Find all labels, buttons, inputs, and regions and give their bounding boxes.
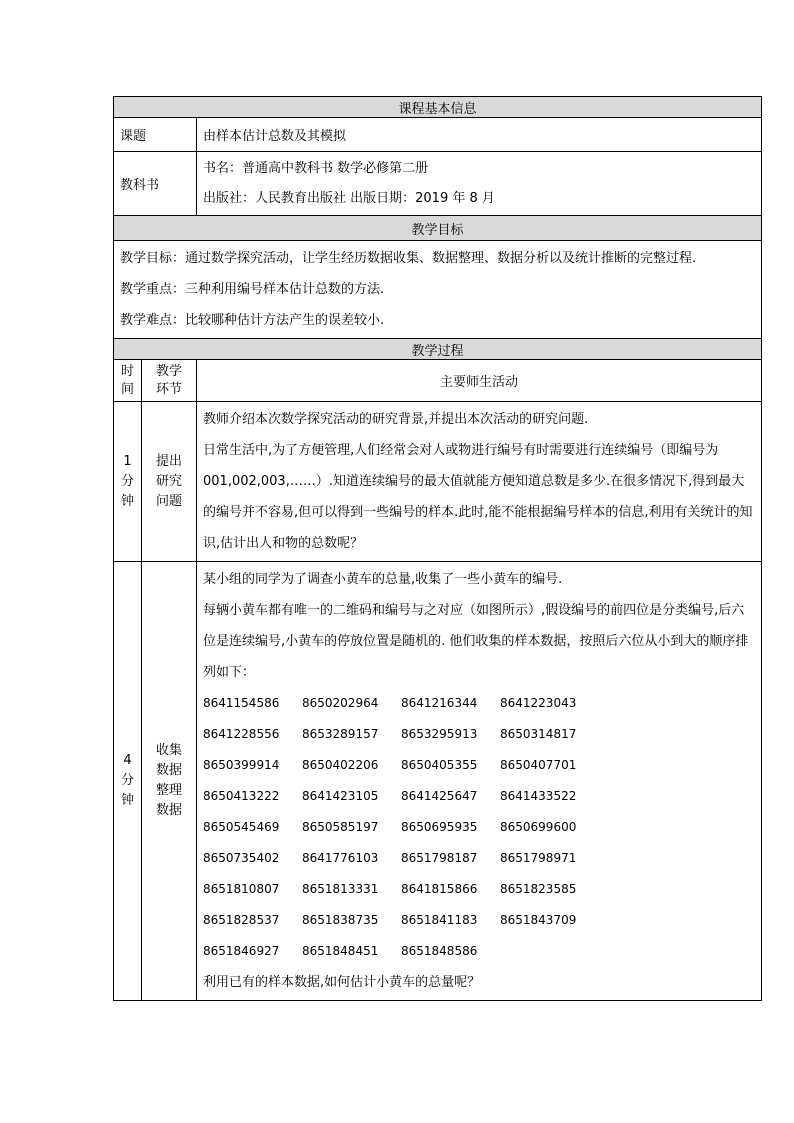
sample-number: 8651798971 xyxy=(500,851,577,865)
sample-number: 8641433522 xyxy=(500,789,577,803)
textbook-publisher: 出版社：人民教育出版社 出版日期：2019 年 8 月 xyxy=(203,190,495,206)
sample-number-grid xyxy=(203,688,755,967)
lesson-plan-table xyxy=(113,96,762,1001)
row2-stage-text: 收集数据整理数据 xyxy=(155,743,182,818)
col-stage-header xyxy=(142,360,197,402)
sample-number: 8641425647 xyxy=(401,789,478,803)
sample-number: 8641815866 xyxy=(401,882,478,896)
sample-number: 8651828537 xyxy=(203,913,280,927)
sample-number: 8651848451 xyxy=(302,944,379,958)
process-header-row xyxy=(114,339,762,360)
sample-number: 8650407701 xyxy=(500,758,577,772)
sample-number: 8651798187 xyxy=(401,851,478,865)
basic-info-header: 课程基本信息 xyxy=(114,97,762,118)
sample-number: 8641776103 xyxy=(302,851,379,865)
topic-row xyxy=(114,118,762,152)
textbook-label: 教科书 xyxy=(114,152,197,216)
sample-number: 8651813331 xyxy=(302,882,379,896)
col-main-header: 主要师生活动 xyxy=(197,360,762,402)
objective-goal: 教学目标：通过数学探究活动，让学生经历数据收集、数据整理、数据分析以及统计推断的完整过程. xyxy=(120,251,697,266)
sample-number: 8653295913 xyxy=(401,727,478,741)
sample-number: 8650735402 xyxy=(203,851,280,865)
row1-activity xyxy=(197,402,762,562)
row2-activity xyxy=(197,562,762,1001)
objective-difficulty: 教学难点：比较哪种估计方法产生的误差较小. xyxy=(120,313,385,328)
row1-time-text: 1分钟 xyxy=(120,453,134,509)
sample-number: 8641228556 xyxy=(203,727,280,741)
basic-info-header-row xyxy=(114,97,762,118)
sample-number: 8651810807 xyxy=(203,882,280,896)
row2-closing: 利用已有的样本数据,如何估计小黄车的总量呢？ xyxy=(203,975,481,990)
sample-number: 8641154586 xyxy=(203,696,280,710)
sample-number: 8650402206 xyxy=(302,758,379,772)
row2-stage xyxy=(142,562,197,1001)
sample-number: 8651848586 xyxy=(401,944,478,958)
col-stage-label: 教学环节 xyxy=(155,363,182,397)
sample-number: 8650545469 xyxy=(203,820,280,834)
sample-number: 8651841183 xyxy=(401,913,478,927)
row1-para2: 日常生活中,为了方便管理,人们经常会对人或物进行编号有时需要进行连续编号（即编号为001,002,003,……）.知道连续编号的最大值就能方便知道总数是多少.在很多情况下,得到最大的编号并不容易,但可以得到一些编号的样本.此时,能不能根据编号样本的信息,利用有关统计的知识,估计出人和物的总数呢？ xyxy=(203,443,753,551)
objective-key: 教学重点：三种利用编号样本估计总数的方法. xyxy=(120,282,385,297)
textbook-info xyxy=(197,152,762,216)
sample-number: 8650413222 xyxy=(203,789,280,803)
process-header: 教学过程 xyxy=(114,339,762,360)
row2-para1: 某小组的同学为了调查小黄车的总量,收集了一些小黄车的编号. xyxy=(203,572,563,587)
sample-number: 8651846927 xyxy=(203,944,280,958)
row2-time xyxy=(114,562,142,1001)
sample-number: 8650405355 xyxy=(401,758,478,772)
sample-number: 8650399914 xyxy=(203,758,280,772)
sample-number: 8651843709 xyxy=(500,913,577,927)
topic-value: 由样本估计总数及其模拟 xyxy=(197,118,762,152)
sample-number: 8650314817 xyxy=(500,727,577,741)
col-time-label: 时间 xyxy=(120,363,134,397)
row1-stage-text: 提出研究问题 xyxy=(155,453,182,509)
sample-number: 8653289157 xyxy=(302,727,379,741)
sample-number: 8651838735 xyxy=(302,913,379,927)
process-column-headers xyxy=(114,360,762,402)
sample-number: 8641216344 xyxy=(401,696,478,710)
row2-para2: 每辆小黄车都有唯一的二维码和编号与之对应（如图所示）,假设编号的前四位是分类编号,后六位是连续编号,小黄车的停放位置是随机的. 他们收集的样本数据，按照后六位从小到大的顺序排列如下： xyxy=(203,603,749,680)
row1-para1: 教师介绍本次数学探究活动的研究背景,并提出本次活动的研究问题. xyxy=(203,412,589,427)
sample-number: 8641423105 xyxy=(302,789,379,803)
objectives-header-row xyxy=(114,216,762,241)
row1-stage xyxy=(142,402,197,562)
sample-number: 8650202964 xyxy=(302,696,379,710)
sample-number: 8650585197 xyxy=(302,820,379,834)
process-row-1 xyxy=(114,402,762,562)
objectives-header: 教学目标 xyxy=(114,216,762,241)
objectives-content xyxy=(114,241,762,339)
objectives-row xyxy=(114,241,762,339)
row1-time xyxy=(114,402,142,562)
topic-label: 课题 xyxy=(114,118,197,152)
textbook-row xyxy=(114,152,762,216)
textbook-name: 书名：普通高中教科书 数学必修第二册 xyxy=(203,160,429,176)
process-row-2 xyxy=(114,562,762,1001)
sample-number: 8641223043 xyxy=(500,696,577,710)
row2-time-text: 4分钟 xyxy=(120,753,134,808)
sample-number: 8651823585 xyxy=(500,882,577,896)
col-time-header xyxy=(114,360,142,402)
sample-number: 8650699600 xyxy=(500,820,577,834)
sample-number: 8650695935 xyxy=(401,820,478,834)
